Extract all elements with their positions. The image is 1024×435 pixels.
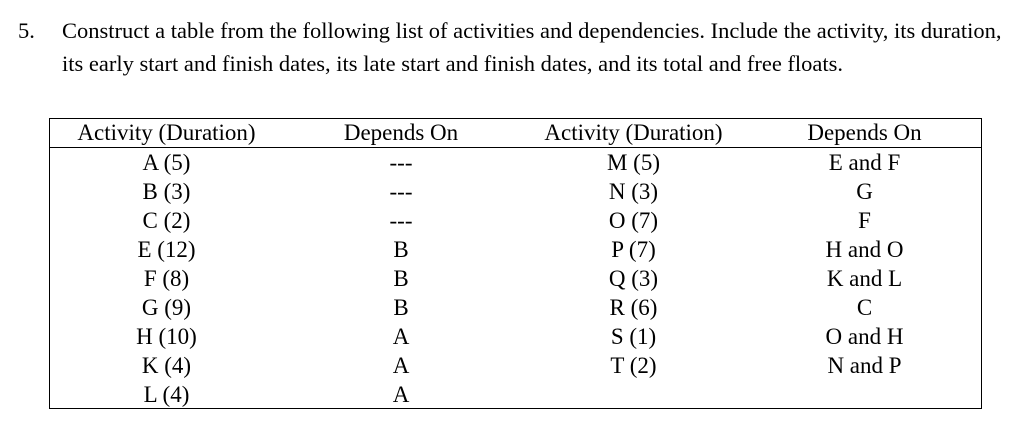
table-row bbox=[50, 293, 981, 322]
table-cell: K and L bbox=[826, 266, 903, 291]
question-text: Construct a table from the following list of activities and dependencies. Include the activity, its duration, its early start and finish dates, its late start and finish dates, and its total and free floats. bbox=[62, 18, 1002, 76]
table-row bbox=[50, 351, 981, 380]
table-cell: --- bbox=[389, 208, 413, 233]
table-cell: A bbox=[392, 353, 410, 378]
activity-table bbox=[50, 119, 981, 409]
table-row bbox=[50, 380, 981, 409]
question-block bbox=[18, 14, 1008, 80]
table-cell: O and H bbox=[825, 324, 904, 349]
table-cell bbox=[748, 380, 981, 409]
table-cell: K (4) bbox=[141, 353, 192, 378]
table-cell: G (9) bbox=[141, 295, 192, 320]
activity-table-frame bbox=[49, 118, 982, 409]
table-cell: F (8) bbox=[143, 266, 190, 291]
header-activity-duration-right: Activity (Duration) bbox=[519, 119, 748, 148]
table-cell: C bbox=[856, 295, 873, 320]
table-cell: A bbox=[392, 382, 410, 407]
table-cell bbox=[519, 380, 748, 409]
table-row bbox=[50, 264, 981, 293]
table-cell: R (6) bbox=[609, 295, 658, 320]
table-cell: --- bbox=[389, 150, 413, 175]
table-cell: N and P bbox=[827, 353, 902, 378]
table-cell: L (4) bbox=[143, 382, 190, 407]
table-cell: G bbox=[856, 179, 873, 204]
table-cell: H (10) bbox=[136, 324, 197, 349]
table-cell: S (1) bbox=[610, 324, 657, 349]
table-cell: C (2) bbox=[142, 208, 191, 233]
table-cell: T (2) bbox=[610, 353, 657, 378]
header-depends-on-left: Depends On bbox=[283, 119, 519, 148]
table-row bbox=[50, 148, 981, 178]
table-cell: M (5) bbox=[606, 150, 661, 175]
table-row bbox=[50, 177, 981, 206]
table-cell: P (7) bbox=[611, 237, 656, 262]
table-cell: H and O bbox=[825, 237, 904, 262]
table-cell: N (3) bbox=[608, 179, 659, 204]
table-cell: E (12) bbox=[137, 237, 196, 262]
table-cell: B bbox=[393, 237, 409, 262]
table-cell: O (7) bbox=[608, 208, 659, 233]
table-header-row bbox=[50, 119, 981, 148]
table-row bbox=[50, 206, 981, 235]
table-cell: Q (3) bbox=[608, 266, 659, 291]
table-cell: B bbox=[393, 295, 409, 320]
table-cell: A (5) bbox=[142, 150, 191, 175]
table-cell: --- bbox=[389, 179, 413, 204]
table-row bbox=[50, 322, 981, 351]
header-activity-duration-left: Activity (Duration) bbox=[50, 119, 283, 148]
table-cell: B bbox=[393, 266, 409, 291]
table-cell: F bbox=[858, 208, 871, 233]
table-cell: A bbox=[392, 324, 410, 349]
table-row bbox=[50, 235, 981, 264]
header-depends-on-right: Depends On bbox=[748, 119, 981, 148]
question-number: 5. bbox=[18, 18, 35, 43]
table-cell: E and F bbox=[828, 150, 901, 175]
table-cell: B (3) bbox=[142, 179, 191, 204]
